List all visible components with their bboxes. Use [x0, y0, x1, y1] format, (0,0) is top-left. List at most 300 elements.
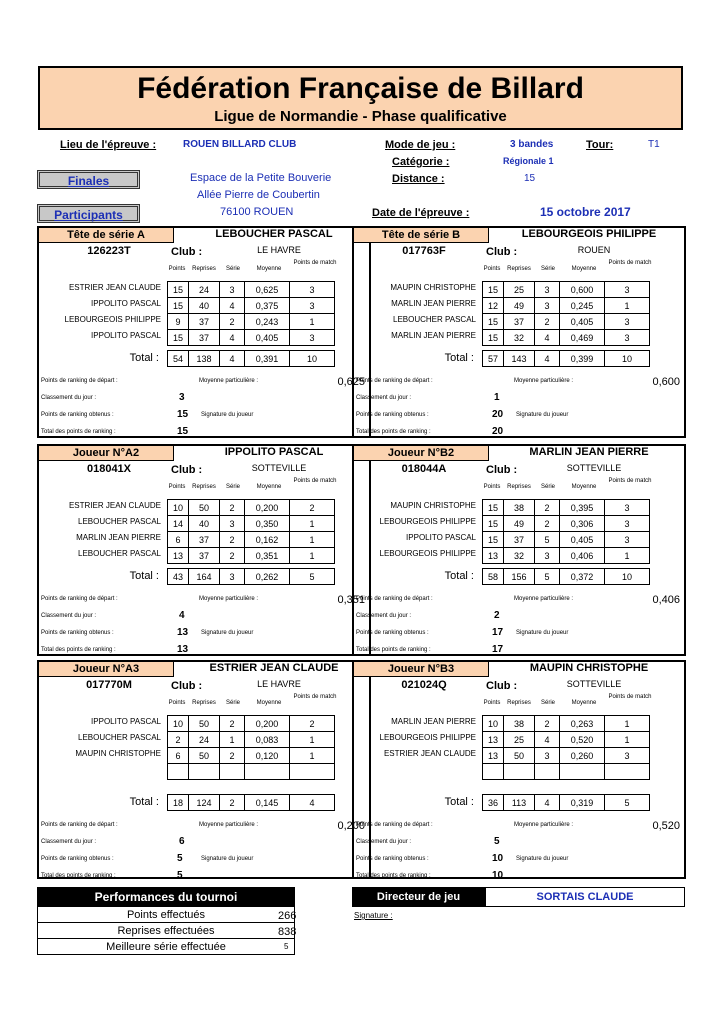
opponent-name: MARLIN JEAN PIERRE — [76, 533, 161, 542]
player-id: 021024Q — [401, 679, 447, 691]
table-row — [168, 330, 335, 346]
column-header-reprises: Reprises — [507, 484, 531, 490]
cell-serie: 2 — [220, 716, 245, 732]
cell-moyenne: 0,083 — [245, 732, 290, 748]
opponent-name: MARLIN JEAN PIERRE — [391, 331, 476, 340]
cell-pm: 3 — [605, 330, 650, 346]
column-header-points_match: Points de match — [608, 260, 652, 266]
classement-label: Classement du jour : — [356, 395, 412, 401]
total-points: 18 — [168, 795, 189, 811]
total-label: Total : — [129, 796, 159, 808]
cell-serie: 2 — [220, 314, 245, 330]
opponent-name: LEBOURGEOIS PHILIPPE — [379, 549, 476, 558]
table-row — [483, 298, 650, 314]
opponent-name: MARLIN JEAN PIERRE — [391, 717, 476, 726]
column-header-reprises: Reprises — [192, 484, 216, 490]
panel-header: Joueur N°B3 — [354, 662, 489, 677]
cell-points: 15 — [483, 330, 504, 346]
cell-reprises: 50 — [189, 748, 220, 764]
lieu-value: ROUEN BILLARD CLUB — [183, 139, 297, 150]
cell-points: 15 — [483, 314, 504, 330]
classement-value: 3 — [179, 392, 185, 403]
cell-points: 10 — [168, 500, 189, 516]
column-header-serie: Série — [225, 484, 240, 490]
opponent-name: LEBOURGEOIS PHILIPPE — [64, 315, 161, 324]
classement-label: Classement du jour : — [356, 613, 412, 619]
moyenne-particuliere-label: Moyenne particulière : — [199, 378, 259, 384]
cell-serie: 2 — [220, 748, 245, 764]
cell-points: 15 — [483, 516, 504, 532]
cell-serie: 2 — [535, 716, 560, 732]
player-id: 017763F — [402, 245, 446, 257]
cell-serie: 2 — [220, 500, 245, 516]
cell-reprises: 37 — [189, 548, 220, 564]
results-table — [482, 715, 650, 780]
moyenne-particuliere-value: 0,351 — [337, 594, 365, 606]
player-id: 017770M — [86, 679, 132, 691]
club-value: SOTTEVILLE — [251, 463, 307, 473]
classement-value: 2 — [494, 610, 500, 621]
table-row — [483, 732, 650, 748]
cell-reprises: 24 — [189, 732, 220, 748]
total-ranking-label: Total des points de ranking : — [41, 647, 116, 653]
total-row — [168, 569, 335, 585]
table-row — [168, 764, 335, 780]
perf-reprises-value: 838 — [278, 926, 297, 938]
cell-pm: 1 — [290, 314, 335, 330]
total-serie: 5 — [535, 569, 560, 585]
total-moyenne: 0,145 — [245, 795, 290, 811]
cell-points: 13 — [483, 732, 504, 748]
opponent-name: MAUPIN CHRISTOPHE — [390, 501, 476, 510]
cell-moyenne — [245, 764, 290, 780]
ranking-obtenus-value: 10 — [492, 853, 504, 864]
classement-value: 4 — [179, 610, 185, 621]
cell-points: 13 — [483, 548, 504, 564]
cell-pm: 1 — [290, 748, 335, 764]
categorie-label: Catégorie : — [392, 156, 450, 168]
player-panel — [37, 660, 371, 879]
table-row — [168, 548, 335, 564]
opponent-name: IPPOLITO PASCAL — [91, 717, 161, 726]
player-id: 018041X — [86, 463, 132, 475]
cell-pm: 2 — [290, 500, 335, 516]
moyenne-particuliere-label: Moyenne particulière : — [199, 596, 259, 602]
total-ranking-label: Total des points de ranking : — [356, 429, 431, 435]
player-name: IPPOLITO PASCAL — [224, 446, 324, 458]
ranking-depart-label: Points de ranking de départ : — [356, 596, 433, 602]
classement-label: Classement du jour : — [41, 395, 97, 401]
cell-serie: 4 — [220, 298, 245, 314]
cell-moyenne: 0,395 — [560, 500, 605, 516]
ranking-obtenus-label: Points de ranking obtenus : — [41, 412, 114, 418]
cell-reprises: 50 — [504, 748, 535, 764]
total-ranking-label: Total des points de ranking : — [41, 429, 116, 435]
cell-reprises: 40 — [189, 298, 220, 314]
total-pm: 10 — [605, 351, 650, 367]
club-label: Club : — [171, 464, 203, 476]
opponent-name: LEBOUCHER PASCAL — [78, 549, 161, 558]
perf-serie-label: Meilleure série effectuée — [38, 938, 294, 954]
cell-serie: 4 — [535, 732, 560, 748]
opponent-name: MAUPIN CHRISTOPHE — [390, 283, 476, 292]
total-label: Total : — [129, 352, 159, 364]
column-header-reprises: Reprises — [507, 266, 531, 272]
total-table — [482, 350, 650, 367]
column-header-moyenne: Moyenne — [256, 266, 282, 272]
cell-pm — [290, 764, 335, 780]
ranking-obtenus-label: Points de ranking obtenus : — [41, 856, 114, 862]
column-header-points: Points — [483, 700, 501, 706]
total-reprises: 143 — [504, 351, 535, 367]
total-moyenne: 0,372 — [560, 569, 605, 585]
moyenne-particuliere-value: 0,200 — [337, 820, 365, 832]
header-banner — [38, 66, 683, 130]
cell-moyenne — [560, 764, 605, 780]
cell-pm: 1 — [290, 516, 335, 532]
total-table — [167, 794, 335, 811]
classement-label: Classement du jour : — [41, 839, 97, 845]
opponent-name: MARLIN JEAN PIERRE — [391, 299, 476, 308]
cell-moyenne: 0,406 — [560, 548, 605, 564]
cell-pm: 3 — [290, 282, 335, 298]
player-panel — [352, 226, 686, 438]
total-table — [167, 350, 335, 367]
cell-serie: 5 — [535, 532, 560, 548]
table-row — [483, 548, 650, 564]
player-name: LEBOUCHER PASCAL — [215, 228, 333, 240]
total-ranking-value: 15 — [177, 426, 189, 437]
signature-joueur-label: Signature du joueur — [516, 412, 569, 418]
cell-pm: 3 — [290, 298, 335, 314]
total-points: 57 — [483, 351, 504, 367]
cell-reprises: 37 — [189, 532, 220, 548]
column-header-serie: Série — [540, 700, 555, 706]
cell-points: 10 — [483, 716, 504, 732]
total-ranking-value: 20 — [492, 426, 504, 437]
total-ranking-label: Total des points de ranking : — [356, 873, 431, 879]
total-moyenne: 0,262 — [245, 569, 290, 585]
ranking-depart-label: Points de ranking de départ : — [41, 378, 118, 384]
column-header-serie: Série — [540, 266, 555, 272]
date-value: 15 octobre 2017 — [540, 205, 631, 219]
club-label: Club : — [171, 680, 203, 692]
cell-pm: 3 — [605, 500, 650, 516]
total-serie: 3 — [220, 569, 245, 585]
classement-label: Classement du jour : — [41, 613, 97, 619]
club-value: SOTTEVILLE — [566, 463, 622, 473]
cell-pm: 3 — [605, 516, 650, 532]
cell-serie: 2 — [220, 532, 245, 548]
total-ranking-value: 17 — [492, 644, 504, 655]
ranking-depart-label: Points de ranking de départ : — [356, 378, 433, 384]
ranking-obtenus-label: Points de ranking obtenus : — [41, 630, 114, 636]
ranking-obtenus-value: 15 — [177, 409, 189, 420]
column-header-points: Points — [483, 266, 501, 272]
cell-pm: 3 — [605, 282, 650, 298]
table-row — [483, 314, 650, 330]
table-row — [168, 532, 335, 548]
total-serie: 2 — [220, 795, 245, 811]
opponent-name: ESTRIER JEAN CLAUDE — [383, 749, 476, 758]
cell-pm: 3 — [605, 314, 650, 330]
total-reprises: 113 — [504, 795, 535, 811]
cell-reprises: 37 — [189, 330, 220, 346]
cell-serie: 2 — [535, 500, 560, 516]
cell-points: 12 — [483, 298, 504, 314]
total-points: 36 — [483, 795, 504, 811]
total-label: Total : — [444, 796, 474, 808]
total-pm: 10 — [605, 569, 650, 585]
panel-header: Joueur N°A2 — [39, 446, 174, 461]
directeur-name: SORTAIS CLAUDE — [485, 887, 685, 907]
cell-reprises: 32 — [504, 330, 535, 346]
club-value: ROUEN — [577, 245, 611, 255]
total-pm: 5 — [605, 795, 650, 811]
results-table — [482, 499, 650, 564]
finales-button[interactable]: Finales — [37, 170, 140, 189]
column-header-reprises: Reprises — [192, 700, 216, 706]
participants-button[interactable]: Participants — [37, 204, 140, 223]
results-table — [167, 281, 335, 346]
cell-reprises: 49 — [504, 516, 535, 532]
cell-points: 15 — [168, 282, 189, 298]
ranking-obtenus-value: 5 — [177, 853, 183, 864]
opponent-name: IPPOLITO PASCAL — [406, 533, 476, 542]
opponent-name: IPPOLITO PASCAL — [91, 331, 161, 340]
cell-moyenne: 0,469 — [560, 330, 605, 346]
signature-joueur-label: Signature du joueur — [201, 412, 254, 418]
total-pm: 5 — [290, 569, 335, 585]
performances-title: Performances du tournoi — [38, 888, 294, 906]
total-serie: 4 — [220, 351, 245, 367]
total-moyenne: 0,391 — [245, 351, 290, 367]
moyenne-particuliere-value: 0,600 — [652, 376, 680, 388]
cell-serie: 2 — [535, 516, 560, 532]
total-label: Total : — [129, 570, 159, 582]
cell-moyenne: 0,306 — [560, 516, 605, 532]
cell-moyenne: 0,200 — [245, 716, 290, 732]
cell-points — [168, 764, 189, 780]
cell-serie: 3 — [535, 298, 560, 314]
column-header-reprises: Reprises — [507, 700, 531, 706]
cell-moyenne: 0,263 — [560, 716, 605, 732]
perf-reprises-label: Reprises effectuées — [38, 922, 294, 938]
cell-points: 6 — [168, 532, 189, 548]
cell-serie: 1 — [220, 732, 245, 748]
ranking-obtenus-value: 13 — [177, 627, 189, 638]
column-header-points_match: Points de match — [293, 694, 337, 700]
cell-points: 15 — [483, 282, 504, 298]
column-header-moyenne: Moyenne — [256, 700, 282, 706]
cell-pm: 3 — [605, 748, 650, 764]
cell-moyenne: 0,375 — [245, 298, 290, 314]
club-label: Club : — [486, 464, 518, 476]
total-table — [482, 794, 650, 811]
ranking-depart-label: Points de ranking de départ : — [41, 822, 118, 828]
signature-label: Signature : — [354, 911, 393, 920]
total-points: 58 — [483, 569, 504, 585]
cell-moyenne: 0,405 — [560, 532, 605, 548]
cell-moyenne: 0,625 — [245, 282, 290, 298]
moyenne-particuliere-label: Moyenne particulière : — [514, 378, 574, 384]
cell-reprises — [189, 764, 220, 780]
player-name: LEBOURGEOIS PHILIPPE — [521, 228, 657, 240]
directeur-label: Directeur de jeu — [352, 887, 485, 907]
total-reprises: 124 — [189, 795, 220, 811]
player-panel — [37, 444, 371, 656]
total-pm: 4 — [290, 795, 335, 811]
total-moyenne: 0,319 — [560, 795, 605, 811]
opponent-name: LEBOUCHER PASCAL — [78, 733, 161, 742]
table-row — [483, 716, 650, 732]
player-name: MARLIN JEAN PIERRE — [529, 446, 649, 458]
classement-value: 1 — [494, 392, 500, 403]
cell-pm: 1 — [290, 532, 335, 548]
page-title: Fédération Française de Billard — [137, 72, 584, 105]
cell-serie: 3 — [220, 282, 245, 298]
cell-points: 10 — [168, 716, 189, 732]
cell-points: 9 — [168, 314, 189, 330]
distance-value: 15 — [524, 173, 536, 184]
address-line2: Allée Pierre de Coubertin — [197, 189, 320, 201]
column-header-moyenne: Moyenne — [256, 484, 282, 490]
cell-pm: 3 — [290, 330, 335, 346]
cell-pm: 1 — [605, 732, 650, 748]
ranking-obtenus-label: Points de ranking obtenus : — [356, 412, 429, 418]
cell-moyenne: 0,520 — [560, 732, 605, 748]
column-header-moyenne: Moyenne — [571, 484, 597, 490]
player-panel — [352, 660, 686, 879]
ranking-obtenus-value: 20 — [492, 409, 504, 420]
results-table — [167, 715, 335, 780]
cell-reprises — [504, 764, 535, 780]
club-value: SOTTEVILLE — [566, 679, 622, 689]
total-row — [483, 569, 650, 585]
total-ranking-value: 13 — [177, 644, 189, 655]
ranking-obtenus-label: Points de ranking obtenus : — [356, 630, 429, 636]
distance-label: Distance : — [392, 173, 445, 185]
table-row — [168, 314, 335, 330]
total-table — [482, 568, 650, 585]
column-header-points_match: Points de match — [293, 260, 337, 266]
panel-header: Tête de série B — [354, 228, 489, 243]
tour-value: T1 — [648, 139, 660, 150]
moyenne-particuliere-label: Moyenne particulière : — [514, 596, 574, 602]
cell-reprises: 32 — [504, 548, 535, 564]
column-header-serie: Série — [225, 700, 240, 706]
total-ranking-label: Total des points de ranking : — [41, 873, 116, 879]
total-table — [167, 568, 335, 585]
table-row — [168, 732, 335, 748]
cell-serie: 3 — [535, 282, 560, 298]
perf-points-value: 266 — [278, 910, 297, 922]
total-ranking-value: 10 — [492, 870, 504, 881]
cell-points — [483, 764, 504, 780]
signature-joueur-label: Signature du joueur — [516, 856, 569, 862]
table-row — [168, 748, 335, 764]
cell-pm: 1 — [290, 548, 335, 564]
cell-reprises: 40 — [189, 516, 220, 532]
signature-joueur-label: Signature du joueur — [201, 856, 254, 862]
player-id: 018044A — [401, 463, 447, 475]
cell-reprises: 25 — [504, 732, 535, 748]
player-name: MAUPIN CHRISTOPHE — [529, 662, 649, 674]
column-header-serie: Série — [225, 266, 240, 272]
column-header-moyenne: Moyenne — [571, 700, 597, 706]
cell-points: 15 — [483, 500, 504, 516]
cell-serie: 4 — [535, 330, 560, 346]
moyenne-particuliere-value: 0,625 — [337, 376, 365, 388]
table-row — [168, 500, 335, 516]
total-ranking-label: Total des points de ranking : — [356, 647, 431, 653]
total-serie: 4 — [535, 351, 560, 367]
cell-pm: 1 — [605, 548, 650, 564]
opponent-name: LEBOUCHER PASCAL — [78, 517, 161, 526]
cell-serie: 3 — [535, 548, 560, 564]
table-row — [168, 298, 335, 314]
ranking-obtenus-label: Points de ranking obtenus : — [356, 856, 429, 862]
date-label: Date de l'épreuve : — [372, 207, 470, 219]
address-line3: 76100 ROUEN — [220, 206, 294, 218]
performances-box — [37, 887, 295, 955]
cell-serie — [220, 764, 245, 780]
column-header-points_match: Points de match — [608, 478, 652, 484]
club-label: Club : — [171, 246, 203, 258]
total-label: Total : — [444, 352, 474, 364]
total-ranking-value: 5 — [177, 870, 183, 881]
cell-reprises: 38 — [504, 716, 535, 732]
results-table — [167, 499, 335, 564]
categorie-value: Régionale 1 — [503, 156, 554, 166]
table-row — [483, 532, 650, 548]
cell-reprises: 24 — [189, 282, 220, 298]
cell-pm: 2 — [290, 716, 335, 732]
lieu-label: Lieu de l'épreuve : — [60, 139, 157, 151]
mode-label: Mode de jeu : — [385, 139, 456, 151]
cell-reprises: 50 — [189, 716, 220, 732]
column-header-moyenne: Moyenne — [571, 266, 597, 272]
column-header-points_match: Points de match — [608, 694, 652, 700]
opponent-name: LEBOURGEOIS PHILIPPE — [379, 733, 476, 742]
panel-header: Tête de série A — [39, 228, 174, 243]
cell-moyenne: 0,243 — [245, 314, 290, 330]
cell-points: 14 — [168, 516, 189, 532]
panel-header: Joueur N°B2 — [354, 446, 489, 461]
cell-pm: 1 — [290, 732, 335, 748]
club-value: LE HAVRE — [257, 245, 301, 255]
cell-reprises: 38 — [504, 500, 535, 516]
table-row — [168, 716, 335, 732]
cell-points: 15 — [168, 298, 189, 314]
cell-reprises: 50 — [189, 500, 220, 516]
total-label: Total : — [444, 570, 474, 582]
ranking-depart-label: Points de ranking de départ : — [356, 822, 433, 828]
player-id: 126223T — [87, 245, 131, 257]
moyenne-particuliere-label: Moyenne particulière : — [514, 822, 574, 828]
opponent-name: ESTRIER JEAN CLAUDE — [68, 501, 161, 510]
results-table — [482, 281, 650, 346]
cell-serie: 2 — [535, 314, 560, 330]
total-pm: 10 — [290, 351, 335, 367]
cell-serie — [535, 764, 560, 780]
cell-moyenne: 0,350 — [245, 516, 290, 532]
cell-reprises: 37 — [504, 314, 535, 330]
total-reprises: 138 — [189, 351, 220, 367]
total-row — [483, 795, 650, 811]
cell-pm — [605, 764, 650, 780]
total-row — [483, 351, 650, 367]
